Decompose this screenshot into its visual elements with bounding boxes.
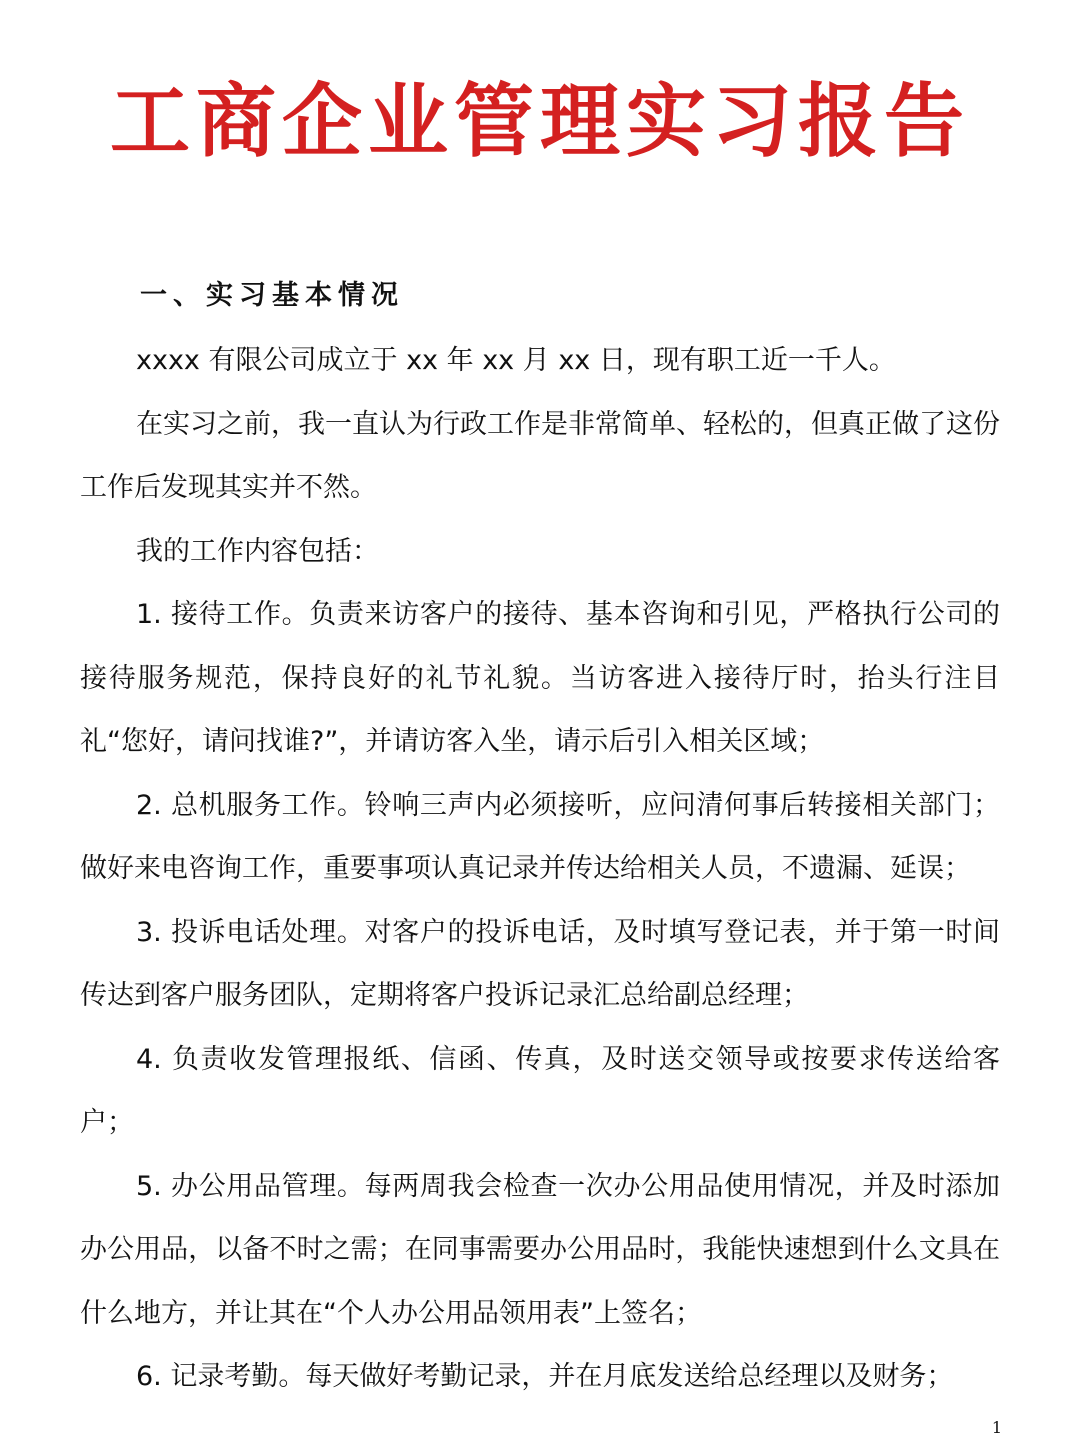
- paragraph-duty-mail: 4. 负责收发管理报纸、信函、传真，及时送交领导或按要求传送给客户；: [80, 1043, 1000, 1138]
- section-heading: 一、实习基本情况: [140, 280, 404, 311]
- paragraph-before-internship: 在实习之前，我一直认为行政工作是非常简单、轻松的，但真正做了这份工作后发现其实并不然。: [80, 408, 1000, 503]
- page-number: 1: [991, 1418, 1002, 1437]
- paragraph-duties-intro: 我的工作内容包括：: [136, 535, 379, 567]
- paragraph-duty-supplies: 5. 办公用品管理。每两周我会检查一次办公用品使用情况，并及时添加办公用品，以备不时之需；在同事需要办公用品时，我能快速想到什么文具在什么地方，并让其在“个人办公用品领用表”上签名；: [80, 1170, 1000, 1329]
- paragraph-company-intro: xxxx 有限公司成立于 xx 年 xx 月 xx 日，现有职工近一千人。: [136, 345, 896, 376]
- paragraph-duty-complaints: 3. 投诉电话处理。对客户的投诉电话，及时填写登记表，并于第一时间传达到客户服务团队，定期将客户投诉记录汇总给副总经理；: [80, 916, 1000, 1011]
- paragraph-duty-attendance: 6. 记录考勤。每天做好考勤记录，并在月底发送给总经理以及财务；: [136, 1361, 954, 1392]
- report-title: 工商企业管理实习报告: [110, 75, 970, 168]
- paragraph-duty-reception: 1. 接待工作。负责来访客户的接待、基本咨询和引见，严格执行公司的接待服务规范，保持良好的礼节礼貌。当访客进入接待厅时，抬头行注目礼“您好，请问找谁?”，并请访客入坐，请示后引入相关区域；: [80, 599, 1000, 757]
- body-text: [80, 329, 1000, 1409]
- paragraph-duty-switchboard: 2. 总机服务工作。铃响三声内必须接听，应问清何事后转接相关部门；做好来电咨询工作，重要事项认真记录并传达给相关人员，不遗漏、延误；: [80, 789, 1000, 884]
